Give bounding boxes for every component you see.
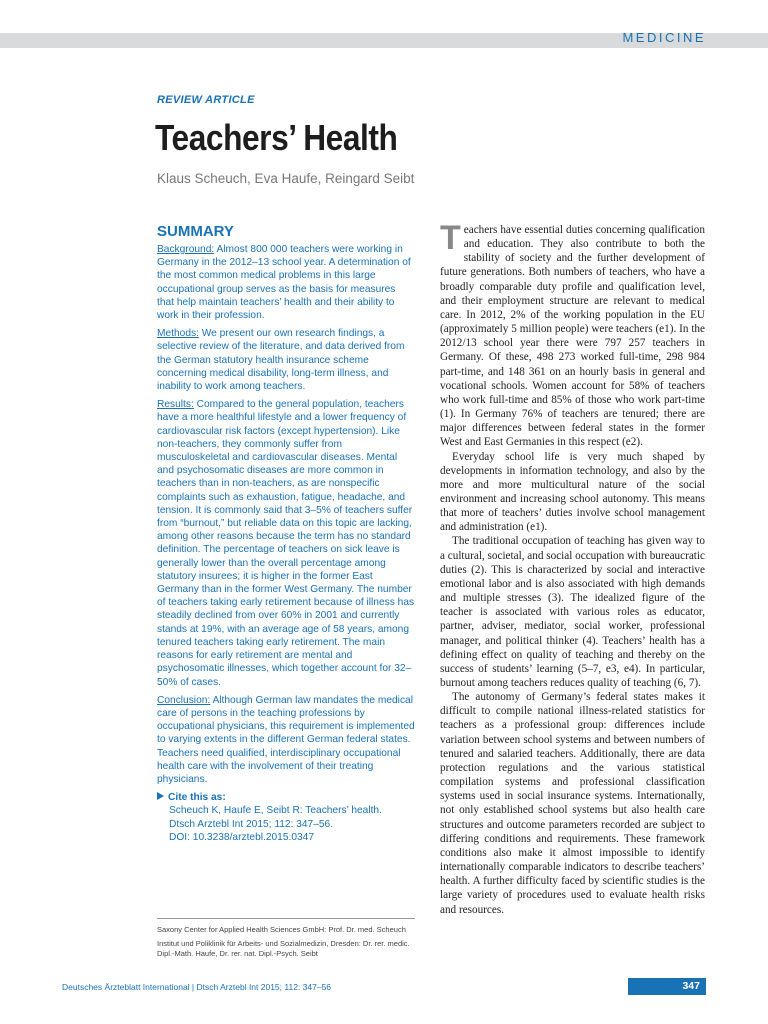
affiliation-line: Institut und Poliklinik für Arbeits- und Sozialmedizin, Dresden: Dr. rer. medic. Dipl.-Math. Haufe, Dr. rer. nat. Dipl.-Psych. Seibt [157, 939, 410, 958]
body-paragraph: The traditional occupation of teaching has given way to a cultural, societal, and social occupation with bureaucratic duties (2). This is characterized by social and interactive emotional labor and is also associated with high demands and multiple stresses (3). The idealized figure of the teacher is associated with various roles as educator, partner, adviser, mediator, social worker, professional manager, and political thinker (4). Teachers’ health has a defining effect on quality of teaching and thereby on the success of students’ learning (5–7, e3, e4). In particular, burnout among teachers reduces quality of teaching (6, 7). [440, 535, 705, 689]
citation-heading [157, 791, 415, 804]
affiliation-line: Saxony Center for Applied Health Sciences GmbH: Prof. Dr. med. Scheuch [157, 925, 406, 934]
body-paragraph: Everyday school life is very much shaped by developments in information technology, and also by the more and more multicultural nature of the social environment and increasing school autonomy. This means that more of teachers’ duties involve school management and administration (e1). [440, 450, 705, 534]
citation-doi[interactable]: DOI: 10.3238/arztebl.2015.0347 [169, 831, 314, 843]
summary-background [157, 243, 415, 322]
results-label: Results: [157, 399, 194, 411]
citation-line: Scheuch K, Haufe E, Seibt R: Teachers’ health. [169, 805, 382, 817]
citation-block [157, 791, 415, 844]
methods-label: Methods: [157, 328, 199, 340]
background-text: Almost 800 000 teachers were working in Germany in the 2012–13 school year. A determination of the most common medical problems in this large occupational group serves as the basis for measures that help maintain teachers’ health and their ability to work in their profession. [157, 244, 411, 322]
summary-methods [157, 327, 415, 393]
summary-conclusion [157, 694, 415, 786]
methods-text: We present our own research findings, a selective review of the literature, and data derived from the German statutory health insurance scheme concerning medical disability, long-term illness, and inability to work among teachers. [157, 328, 405, 393]
affiliations [157, 918, 415, 963]
article-body [440, 219, 705, 917]
summary-section [157, 223, 415, 844]
article-title: Teachers’ Health [155, 117, 398, 158]
triangle-arrow-icon [157, 792, 164, 800]
body-paragraph: The autonomy of Germany’s federal states makes it difficult to compile national illness-related statistics for teachers as a professional group: differences include variation between school systems and between numbers of tenured and salaried teachers. Additionally, there are data protection regulations and the various statistical compilation systems and professional classification systems used in social insurance systems. Internationally, not only established school systems but also health care structures and outcome parameters recorded are subject to differing conditions and requirements. These framework conditions also make it almost impossible to identify internationally comparable indicators to describe teachers’ health. A further difficulty faced by scientific studies is the large variety of procedures used to evaluate health risks and resources. [440, 691, 705, 916]
summary-heading: SUMMARY [157, 223, 234, 240]
summary-results [157, 398, 415, 688]
journal-footer: Deutsches Ärzteblatt International | Dtsch Arztebl Int 2015; 112: 347–56 [62, 982, 332, 992]
body-paragraph [440, 219, 705, 450]
conclusion-text: Although German law mandates the medical care of persons in the teaching professions by occupational physicians, this requirement is implemented to varying extents in the different German federal states. Teachers need qualified, interdisciplinary occupational health care with the involvement of their treating physicians. [157, 694, 415, 785]
page-number: 347 [628, 978, 706, 995]
drop-cap: T [440, 219, 461, 257]
body-paragraph-text: eachers have essential duties concerning qualification and education. They also contribute to both the stability of society and the further development of future generations. Both numbers of teachers, who have a broadly comparable duty profile and qualification level, and their employment structure are relevant to medical care. In 2012, 2% of the working population in the EU (approximately 5 million people) were teachers (e1). In the 2012/13 school year there were 797 257 teachers in Germany. Of these, 498 273 worked full-time, 298 984 part-time, and 148 361 on an hourly basis in general and vocational schools. Women account for 58% of teachers who work full-time and 85% of those who work part-time (1). In Germany 76% of teachers are tenured; there are major differences between federal states in the former West and East Germanies in this respect (e2). [440, 224, 705, 449]
citation-line: Dtsch Arztebl Int 2015; 112: 347–56. [169, 818, 334, 830]
author-list: Klaus Scheuch, Eva Haufe, Reingard Seibt [157, 171, 415, 186]
citation-label: Cite this as: [168, 792, 226, 804]
section-label: MEDICINE [622, 30, 706, 45]
background-label: Background: [157, 244, 215, 255]
conclusion-label: Conclusion: [157, 694, 211, 706]
article-type: REVIEW ARTICLE [157, 94, 255, 106]
results-text: Compared to the general population, teachers have a more healthful lifestyle and a lower frequency of cardiovascular risk factors (except hypertension). Like non-teachers, they commonly suffer from musculoskeletal and cardiovascular diseases. Mental and psychosomatic diseases are more common in teachers than in non-teachers, as are nonspecific complaints such as exhaustion, fatigue, headache, and tension. It is commonly said that 3–5% of teachers suffer from “burnout,” but reliable data on this topic are lacking, among other reasons because the term has no standard definition. The percentage of teachers on sick leave is generally lower than the overall percentage among statutory insurees; it is higher in the former East Germany than in the former West Germany. The number of teachers taking early retirement because of illness has steadily declined from over 60% in 2001 and currently stands at 19%, with an average age of 58 years, among tenured teachers taking early retirement. The main reasons for early retirement are mental and psychosomatic illnesses, which together account for 32–50% of cases. [157, 399, 415, 688]
